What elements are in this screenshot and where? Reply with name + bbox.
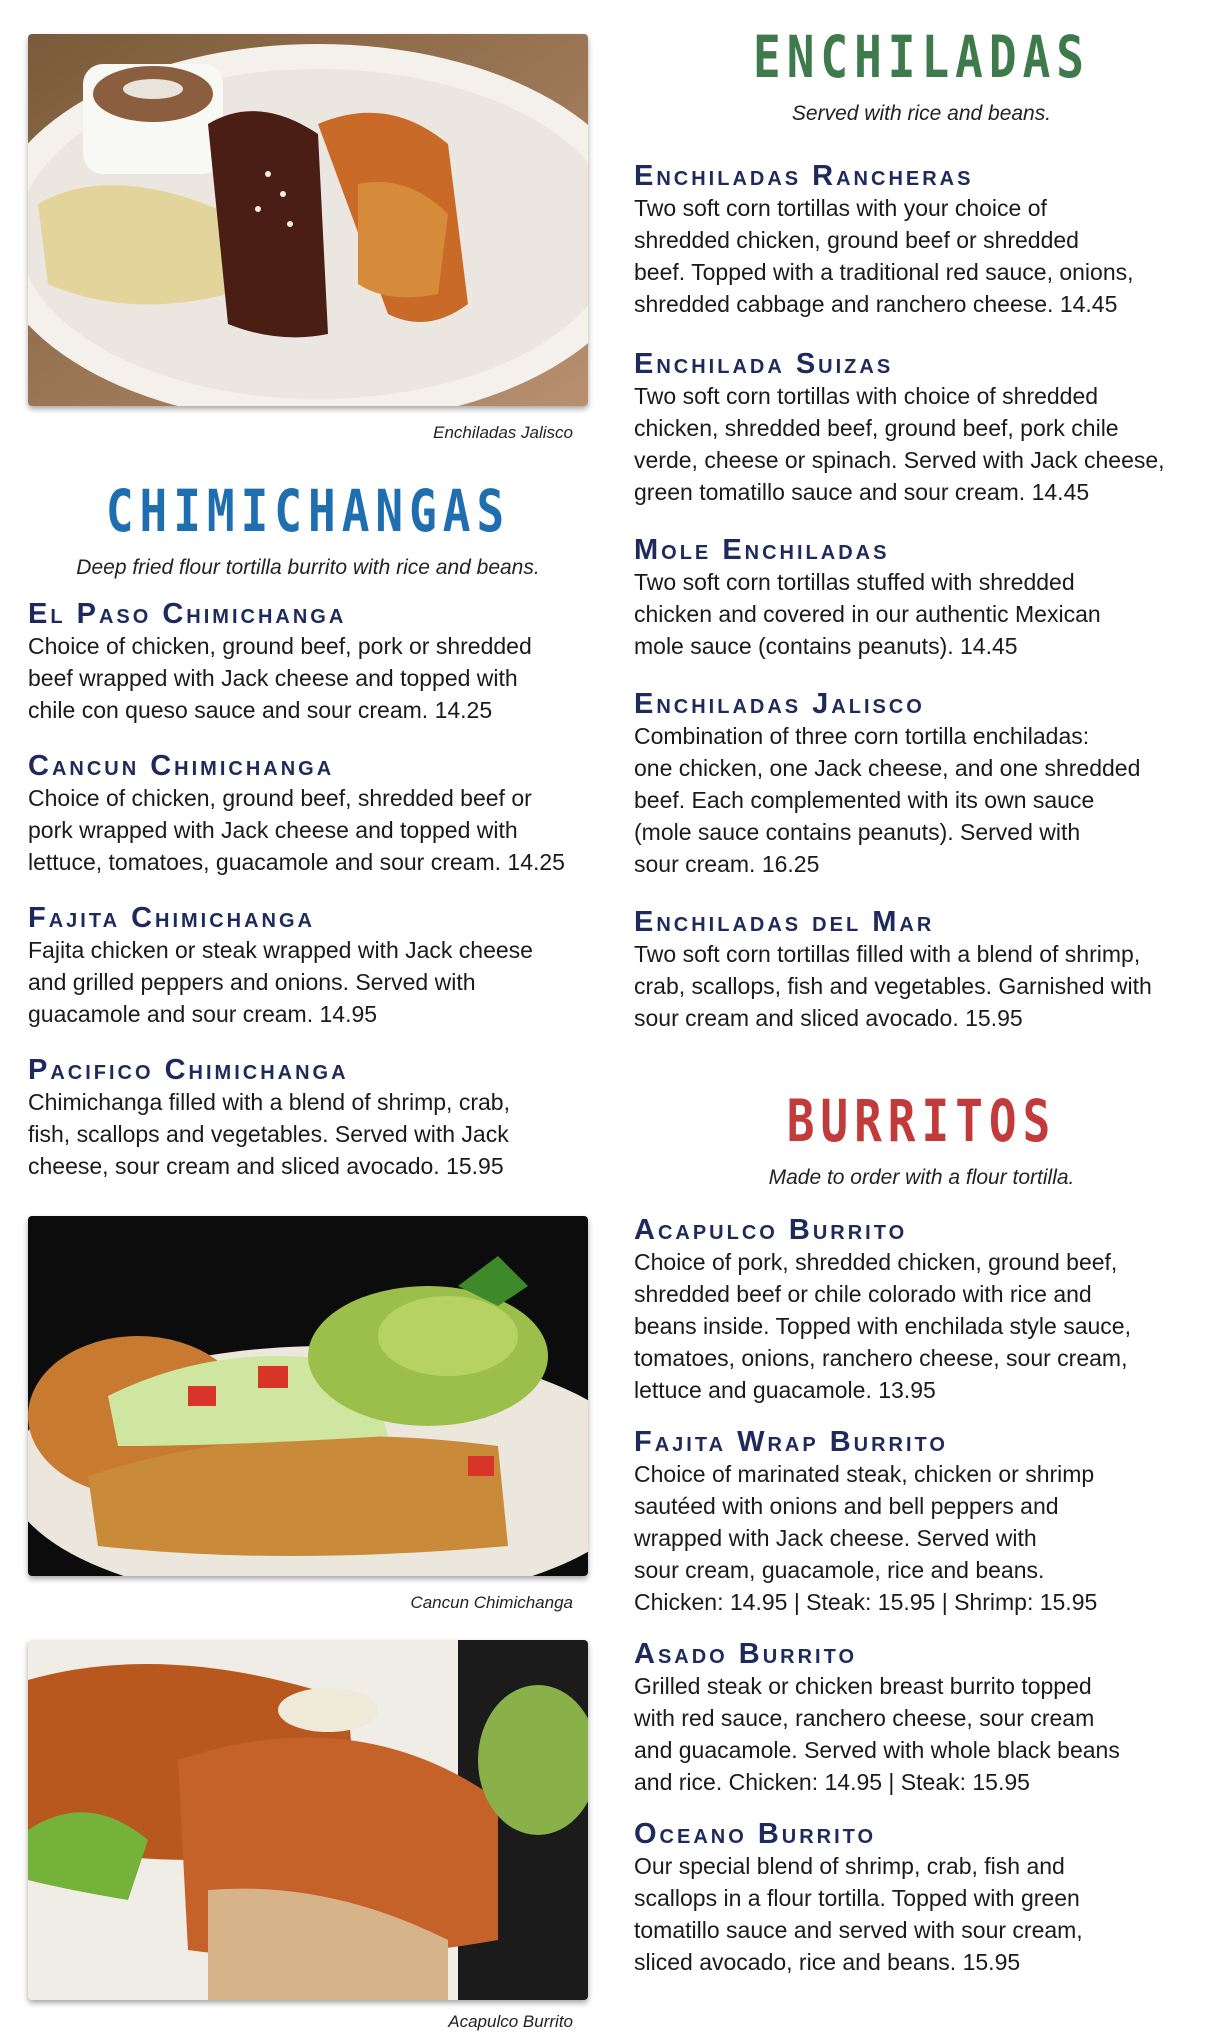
- menu-item-description: Choice of chicken, ground beef, shredded beef or pork wrapped with Jack cheese and topped with lettuce, tomatoes, guacamole and sour cream. 14.25: [28, 785, 565, 875]
- menu-item: [634, 1818, 1214, 1978]
- menu-item: [634, 688, 1214, 880]
- menu-item-name: Oceano Burrito: [634, 1818, 877, 1850]
- menu-item: [634, 348, 1214, 508]
- menu-item-description: Choice of pork, shredded chicken, ground beef, shredded beef or chile colorado with rice and beans inside. Topped with enchilada style sauce, tomatoes, onions, ranchero cheese, sour cream, lettuce and guacamole. 13.95: [634, 1249, 1131, 1403]
- cancun-chimichanga-photo: [28, 1216, 588, 1576]
- menu-item: [634, 160, 1214, 320]
- menu-item: [634, 1638, 1214, 1798]
- menu-item-description: Fajita chicken or steak wrapped with Jack cheese and grilled peppers and onions. Served with guacamole and sour cream. 14.95: [28, 937, 533, 1027]
- photo-caption: Acapulco Burrito: [448, 2012, 573, 2031]
- menu-item-name: Acapulco Burrito: [634, 1214, 908, 1246]
- menu-item: [634, 1426, 1214, 1618]
- menu-item-name: Pacifico Chimichanga: [28, 1054, 349, 1086]
- section-subtitle-burritos: Made to order with a flour tortilla.: [768, 1166, 1075, 1189]
- menu-item-description: Chimichanga filled with a blend of shrimp, crab, fish, scallops and vegetables. Served with Jack cheese, sour cream and sliced avocado. 15.95: [28, 1089, 510, 1179]
- burrito-photo-icon: [28, 1640, 588, 2000]
- enchiladas-jalisco-photo: [28, 34, 588, 406]
- section-title-enchiladas: ENCHILADAS: [753, 23, 1090, 91]
- menu-item-name: Enchiladas Jalisco: [634, 688, 925, 720]
- menu-item-description: Grilled steak or chicken breast burrito topped with red sauce, ranchero cheese, sour cream and guacamole. Served with whole black beans and rice. Chicken: 14.95 | Steak: 15.95: [634, 1673, 1120, 1795]
- menu-item-description: Two soft corn tortillas with your choice of shredded chicken, ground beef or shredded beef. Topped with a traditional red sauce, onions, shredded cabbage and ranchero cheese. 14.45: [634, 195, 1134, 317]
- menu-item-name: Fajita Wrap Burrito: [634, 1426, 948, 1458]
- menu-item-description: Two soft corn tortillas with choice of shredded chicken, shredded beef, ground beef, pork chile verde, cheese or spinach. Served with Jack cheese, green tomatillo sauce and sour cream. 14.45: [634, 383, 1165, 505]
- menu-item: [634, 906, 1214, 1034]
- menu-item-name: Enchiladas Rancheras: [634, 160, 974, 192]
- menu-item-name: Enchilada Suizas: [634, 348, 894, 380]
- acapulco-burrito-photo: [28, 1640, 588, 2000]
- menu-item-description: Choice of chicken, ground beef, pork or shredded beef wrapped with Jack cheese and topped with chile con queso sauce and sour cream. 14.25: [28, 633, 532, 723]
- section-subtitle-enchiladas: Served with rice and beans.: [791, 102, 1052, 125]
- menu-item: [28, 750, 598, 878]
- section-subtitle-chimichangas: Deep fried flour tortilla burrito with rice and beans.: [76, 556, 540, 579]
- menu-item: [634, 534, 1214, 662]
- menu-item-name: Asado Burrito: [634, 1638, 858, 1670]
- menu-item: [28, 1054, 598, 1182]
- menu-item-description: Two soft corn tortillas stuffed with shredded chicken and covered in our authentic Mexican mole sauce (contains peanuts). 14.45: [634, 569, 1101, 659]
- menu-item-name: Mole Enchiladas: [634, 534, 890, 566]
- menu-item: [28, 598, 598, 726]
- section-title-chimichangas: CHIMICHANGAS: [105, 477, 511, 545]
- menu-item-description: Choice of marinated steak, chicken or shrimp sautéed with onions and bell peppers and wrapped with Jack cheese. Served with sour cream, guacamole, rice and beans. Chicken: 14.95 | Steak: 15.95 | Shrimp: 15.95: [634, 1461, 1098, 1615]
- menu-item-name: El Paso Chimichanga: [28, 598, 347, 630]
- photo-caption: Enchiladas Jalisco: [433, 423, 573, 442]
- menu-item: [28, 902, 598, 1030]
- menu-item-description: Combination of three corn tortilla enchiladas: one chicken, one Jack cheese, and one shredded beef. Each complemented with its own sauce (mole sauce contains peanuts). Served with sour cream. 16.25: [634, 723, 1141, 877]
- menu-item: [634, 1214, 1214, 1406]
- menu-item-description: Two soft corn tortillas filled with a blend of shrimp, crab, scallops, fish and vegetables. Garnished with sour cream and sliced avocado. 15.95: [634, 941, 1152, 1031]
- photo-caption: Cancun Chimichanga: [410, 1593, 573, 1612]
- menu-item-name: Enchiladas del Mar: [634, 906, 935, 938]
- menu-item-name: Cancun Chimichanga: [28, 750, 335, 782]
- section-title-burritos: BURRITOS: [786, 1087, 1057, 1155]
- menu-item-name: Fajita Chimichanga: [28, 902, 316, 934]
- enchiladas-photo-icon: [28, 34, 588, 406]
- menu-item-description: Our special blend of shrimp, crab, fish and scallops in a flour tortilla. Topped with green tomatillo sauce and served with sour cream, sliced avocado, rice and beans. 15.95: [634, 1853, 1083, 1975]
- chimichanga-photo-icon: [28, 1216, 588, 1576]
